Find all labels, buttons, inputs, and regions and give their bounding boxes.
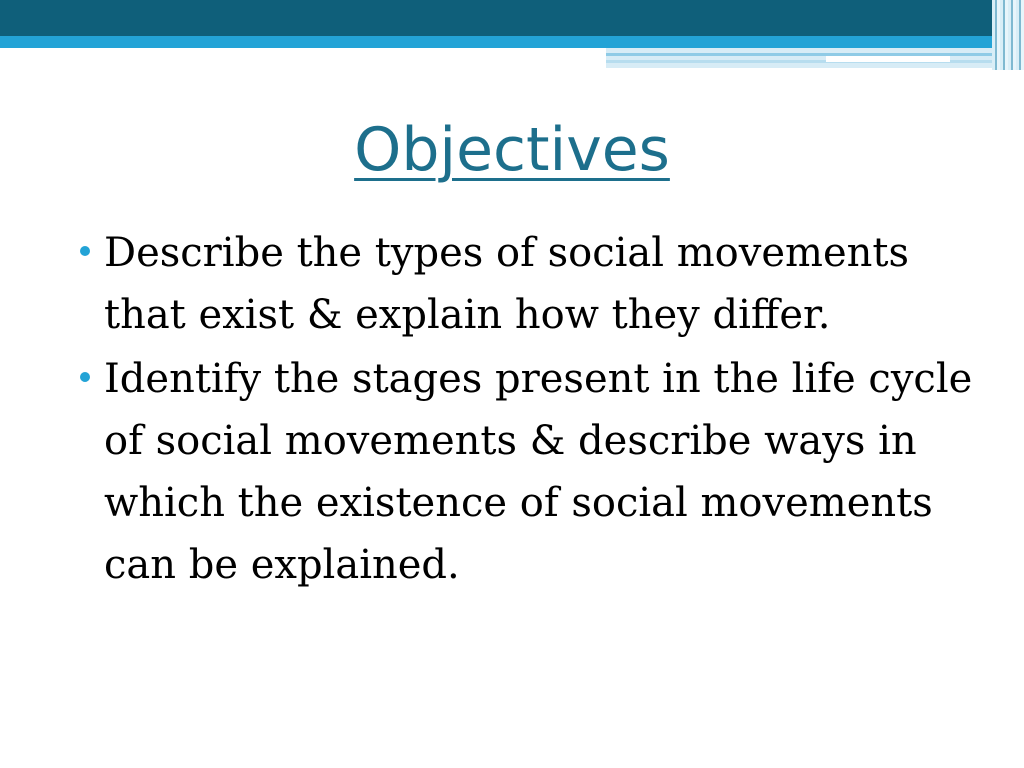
- slide-title-text: Objectives: [354, 115, 670, 185]
- bullet-item: [74, 222, 974, 346]
- header-accent-strip: [826, 56, 950, 62]
- bullet-marker-icon: [80, 246, 90, 256]
- bullet-text: Describe the types of social movements that exist & explain how they differ.: [104, 230, 909, 338]
- header-band-dark: [0, 0, 1024, 36]
- bullet-text: Identify the stages present in the life cycle of social movements & describe ways in which the existence of social movements can be explained.: [104, 356, 973, 588]
- header-stripes: [992, 0, 1024, 70]
- bullet-list: [74, 222, 974, 598]
- slide-title: [0, 108, 1024, 192]
- bullet-item: [74, 348, 974, 596]
- header-band-light: [0, 36, 1024, 48]
- bullet-marker-icon: [80, 372, 90, 382]
